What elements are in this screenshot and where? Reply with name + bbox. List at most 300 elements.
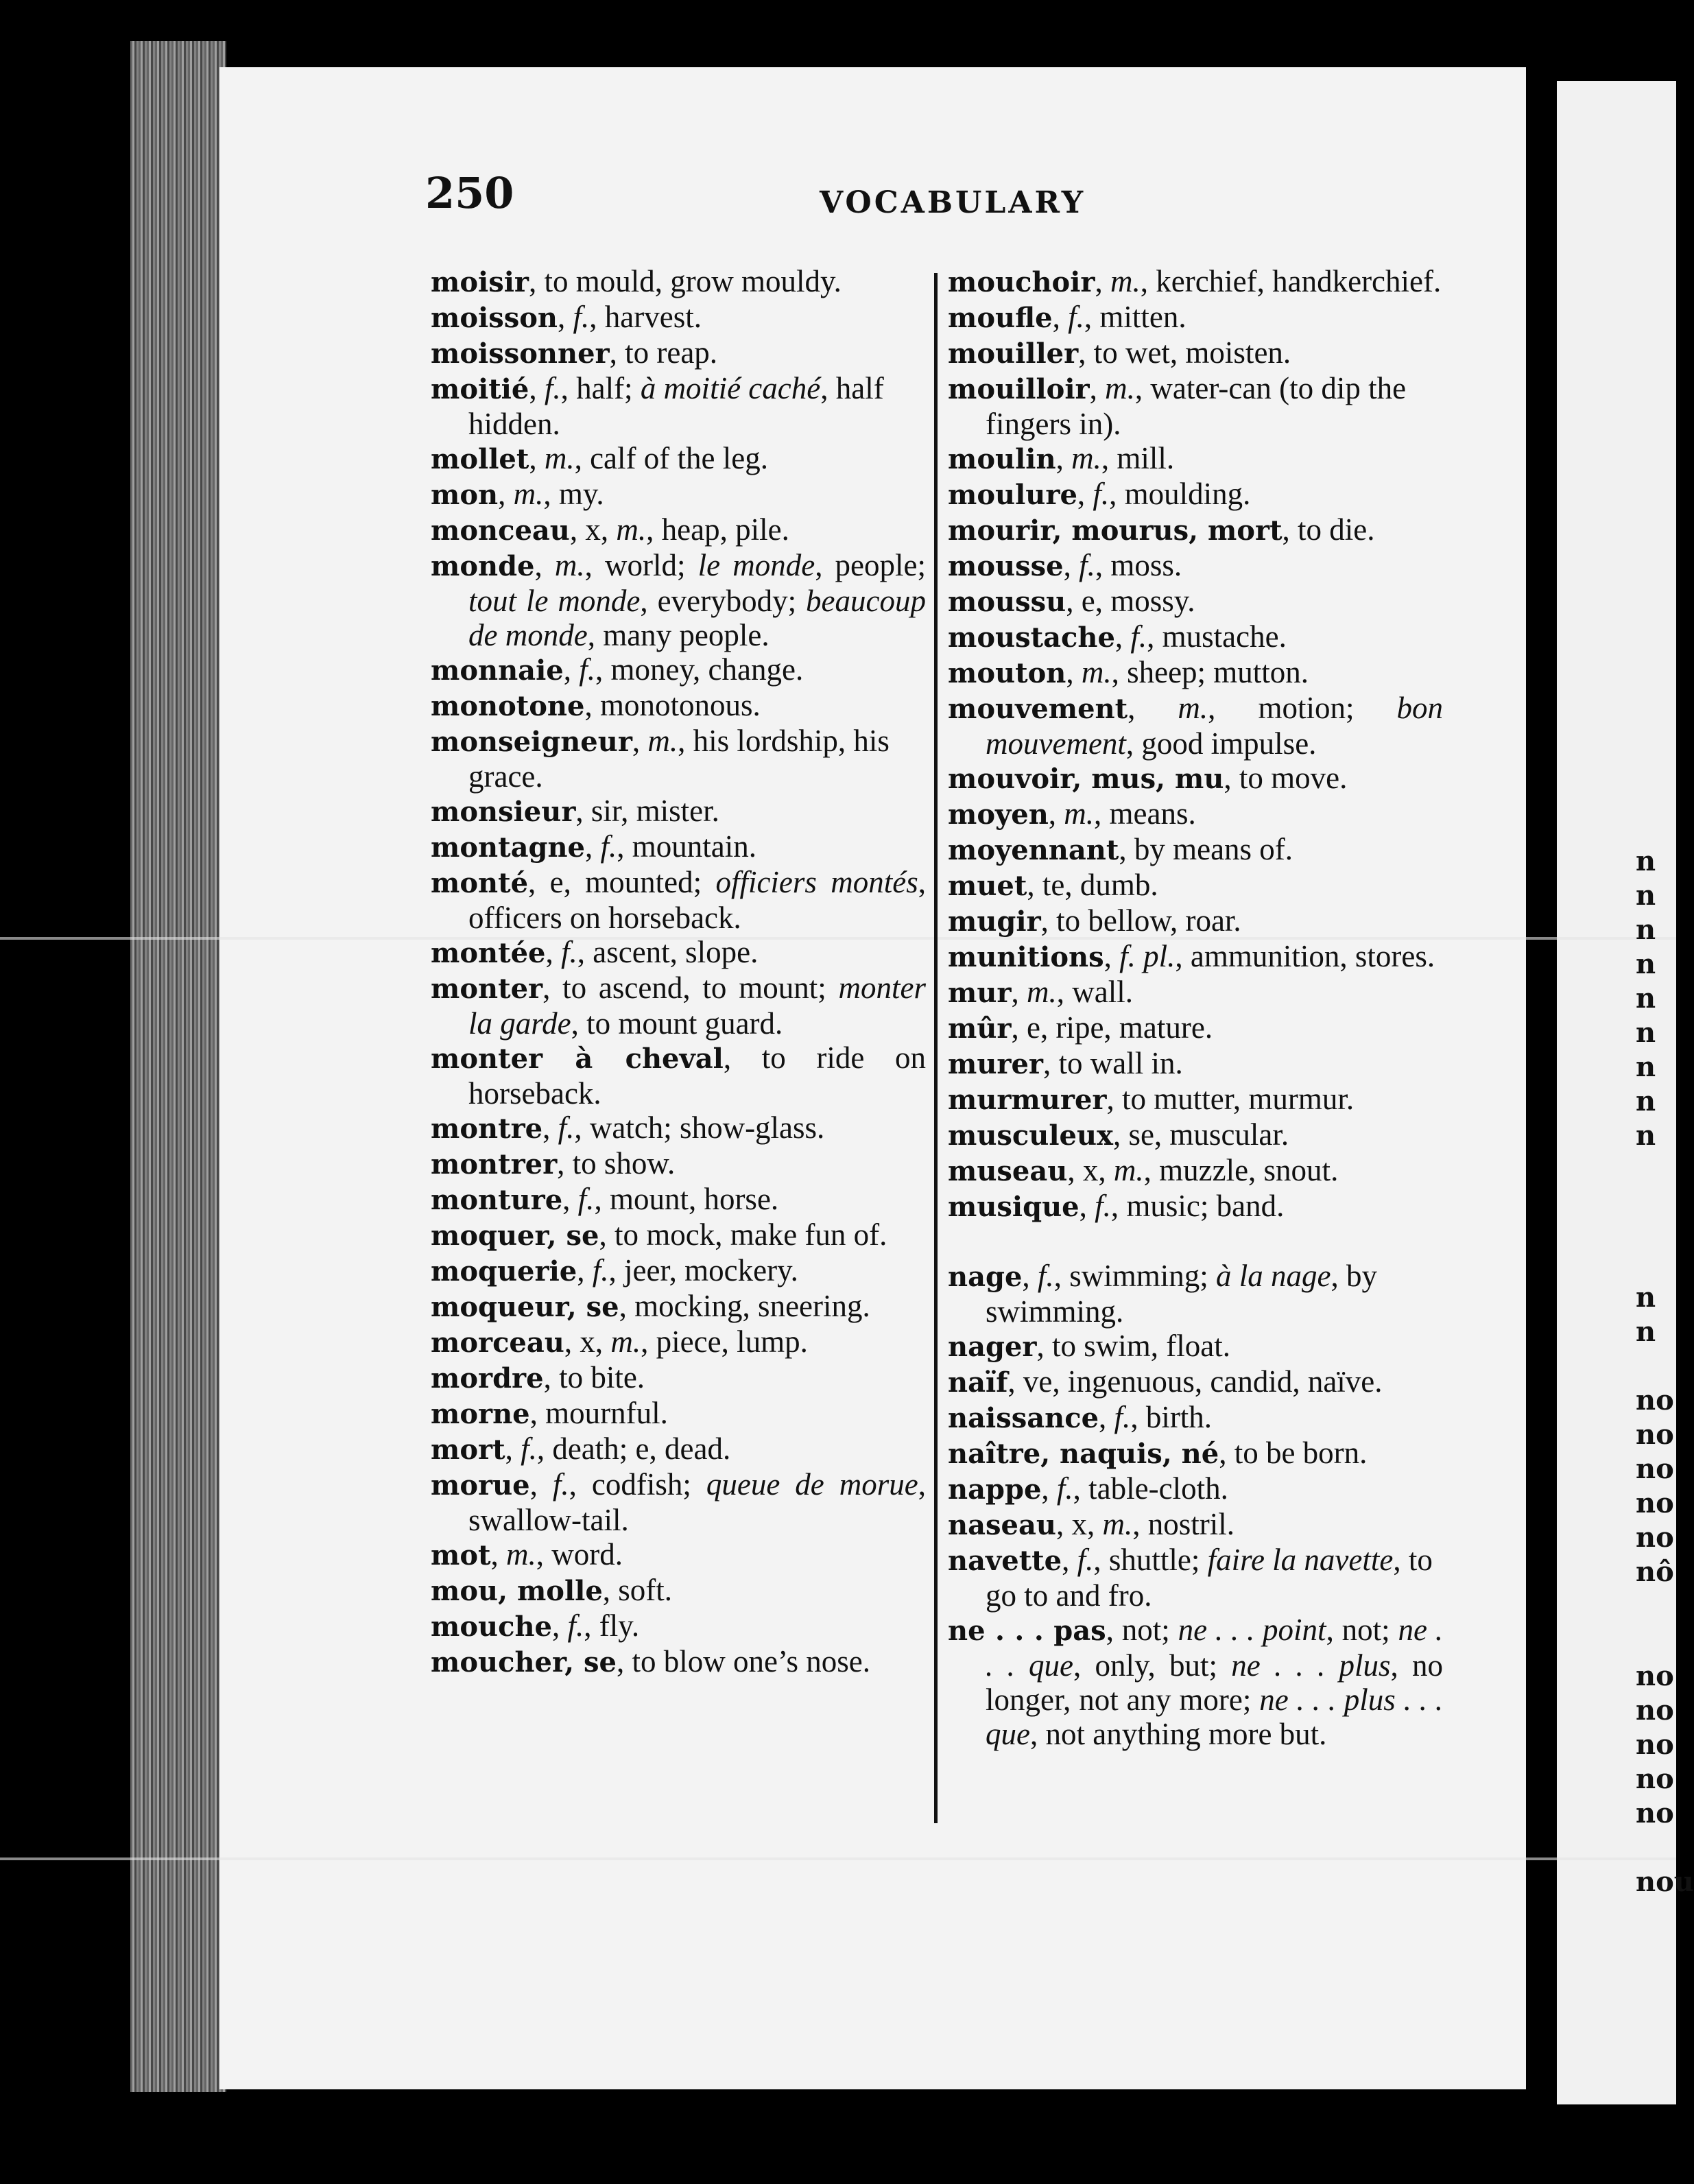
- headword: moisir: [431, 266, 529, 298]
- headword: navette: [948, 1545, 1062, 1577]
- definition-text: , means.: [1094, 796, 1196, 831]
- definition-text: , mitten.: [1084, 300, 1186, 334]
- vocabulary-entry: [948, 441, 1443, 477]
- definition-text: , moss.: [1095, 548, 1182, 582]
- definition-text: , half;: [560, 371, 641, 405]
- headword: monté: [431, 867, 529, 899]
- definition-text: ,: [1063, 548, 1079, 582]
- italic-phrase: beaucoup de monde: [468, 584, 926, 652]
- headword: mordre: [431, 1362, 544, 1394]
- definition-text: , x,: [564, 1325, 611, 1359]
- italic-phrase: f.: [558, 1111, 575, 1145]
- headword: moyen: [948, 798, 1049, 831]
- facing-page-fragment: no: [1636, 1660, 1674, 1692]
- definition-text: , mournful.: [529, 1396, 668, 1430]
- headword: moussu: [948, 586, 1066, 618]
- definition-text: , heap, pile.: [646, 512, 789, 547]
- vocabulary-entry: [431, 652, 926, 688]
- vocabulary-entry: [431, 1644, 926, 1680]
- headword: montrer: [431, 1148, 558, 1180]
- vocabulary-entry: [948, 796, 1443, 832]
- vocabulary-entry: [948, 975, 1443, 1010]
- italic-phrase: f.: [1130, 619, 1147, 654]
- headword: moyennant: [948, 834, 1119, 866]
- headword: nage: [948, 1261, 1023, 1293]
- vocabulary-entry: [431, 1325, 926, 1360]
- headword: moustache: [948, 621, 1115, 654]
- vocabulary-entry: [431, 1396, 926, 1432]
- italic-phrase: faire la navette: [1207, 1543, 1394, 1577]
- definition-text: ,: [1048, 796, 1064, 831]
- vocabulary-entry: [948, 832, 1443, 868]
- vocabulary-column-right: [948, 264, 1443, 1751]
- headword: museau: [948, 1155, 1068, 1187]
- definition-text: , ascent, slope.: [577, 935, 759, 969]
- headword: mouvoir, mus, mu: [948, 763, 1224, 795]
- headword: mort: [431, 1434, 505, 1466]
- vocabulary-entry: [431, 724, 926, 794]
- definition-text: ,: [529, 1467, 553, 1502]
- facing-page-fragment: n: [1636, 914, 1656, 946]
- headword: mouche: [431, 1611, 552, 1643]
- definition-text: , wall.: [1056, 975, 1133, 1009]
- italic-phrase: m.: [1026, 975, 1057, 1009]
- italic-phrase: f.: [567, 1609, 584, 1643]
- headword: nappe: [948, 1473, 1042, 1506]
- headword: mouchoir: [948, 266, 1095, 298]
- vocabulary-entry: [948, 1046, 1443, 1082]
- vocabulary-entry: [948, 371, 1443, 441]
- vocabulary-entry: [948, 512, 1443, 548]
- definition-text: , people;: [815, 548, 927, 582]
- definition-text: , swimming;: [1053, 1259, 1216, 1293]
- vocabulary-entry: [948, 300, 1443, 335]
- italic-phrase: bon mouvement: [986, 691, 1443, 761]
- definition-text: ,: [1041, 1471, 1057, 1506]
- vocabulary-entry: [431, 548, 926, 652]
- italic-phrase: m.: [647, 724, 678, 758]
- definition-text: , to move.: [1224, 761, 1348, 795]
- definition-text: , many people.: [587, 618, 770, 652]
- headword: muet: [948, 870, 1027, 902]
- definition-text: , not anything more but.: [1029, 1717, 1327, 1751]
- definition-text: , to reap.: [609, 335, 718, 370]
- vocabulary-entry: [431, 512, 926, 548]
- facing-page-fragment: nô: [1636, 1556, 1674, 1588]
- vocabulary-entry: [948, 584, 1443, 619]
- italic-phrase: m.: [610, 1325, 641, 1359]
- italic-phrase: f.: [1095, 1189, 1111, 1223]
- vocabulary-entry: [431, 1537, 926, 1573]
- facing-page-fragment: no: [1636, 1797, 1674, 1829]
- vocabulary-entry: [431, 935, 926, 971]
- italic-phrase: ne . . . plus . . . que: [986, 1683, 1443, 1751]
- definition-text: , sir, mister.: [575, 794, 719, 828]
- vocabulary-entry: [431, 1609, 926, 1644]
- definition-text: , officers on horseback.: [468, 865, 926, 935]
- italic-phrase: f.: [573, 300, 590, 334]
- definition-text: , to mutter, murmur.: [1106, 1082, 1355, 1116]
- italic-phrase: m.: [513, 477, 544, 511]
- definition-text: ,: [542, 1111, 558, 1145]
- definition-text: , world;: [584, 548, 698, 582]
- vocabulary-entry: [431, 264, 926, 300]
- letter-section-gap: [948, 1224, 1443, 1259]
- italic-phrase: f.: [1093, 477, 1110, 511]
- headword: mou, molle: [431, 1575, 603, 1607]
- facing-page-fragment: n: [1636, 1085, 1656, 1117]
- headword: monotone: [431, 690, 585, 722]
- italic-phrase: à moitié caché: [640, 371, 821, 405]
- vocabulary-entry: [431, 441, 926, 477]
- definition-text: , nostril.: [1132, 1507, 1234, 1541]
- vocabulary-entry: [948, 1400, 1443, 1436]
- vocabulary-entry: [948, 1364, 1443, 1400]
- headword: monnaie: [431, 654, 564, 687]
- definition-text: , to wet, moisten.: [1078, 335, 1291, 370]
- vocabulary-entry: [948, 548, 1443, 584]
- vocabulary-entry: [431, 477, 926, 512]
- definition-text: , piece, lump.: [641, 1325, 808, 1359]
- definition-text: , mount, horse.: [594, 1182, 779, 1216]
- definition-text: , te, dumb.: [1027, 868, 1158, 902]
- italic-phrase: monter la garde: [468, 971, 926, 1041]
- facing-page-fragment: no: [1636, 1487, 1674, 1519]
- italic-phrase: f.: [577, 1182, 595, 1216]
- definition-text: , se, muscular.: [1112, 1117, 1289, 1152]
- vocabulary-entry: [431, 865, 926, 935]
- vocabulary-entry: [948, 1507, 1443, 1543]
- column-divider: [934, 273, 938, 1823]
- headword: naissance: [948, 1402, 1099, 1434]
- definition-text: ,: [1095, 264, 1110, 298]
- headword: mourir, mourus, mort: [948, 514, 1283, 547]
- definition-text: , e, ripe, mature.: [1011, 1010, 1213, 1045]
- vocabulary-entry: [948, 1329, 1443, 1364]
- headword: monde: [431, 550, 535, 582]
- definition-text: , death; e, dead.: [536, 1432, 731, 1466]
- italic-phrase: f.: [600, 829, 617, 864]
- italic-phrase: m.: [1105, 371, 1135, 405]
- vocabulary-entry: [948, 761, 1443, 796]
- headword: moissonner: [431, 337, 610, 370]
- vocabulary-entry: [431, 335, 926, 371]
- definition-text: , jeer, mockery.: [608, 1253, 798, 1287]
- page-number: 250: [425, 168, 514, 218]
- headword: moquer, se: [431, 1220, 599, 1252]
- italic-phrase: m.: [616, 512, 647, 547]
- italic-phrase: m.: [554, 548, 585, 582]
- headword: mouton: [948, 657, 1066, 689]
- italic-phrase: queue de morue: [706, 1467, 918, 1502]
- definition-text: , his lordship, his grace.: [468, 724, 890, 794]
- italic-phrase: f.: [579, 652, 595, 687]
- italic-phrase: m.: [1071, 441, 1101, 475]
- definition-text: ,: [498, 477, 514, 511]
- definition-text: , ammunition, stores.: [1175, 939, 1435, 973]
- definition-text: ,: [1062, 1543, 1077, 1577]
- definition-text: , mountain.: [617, 829, 756, 864]
- definition-text: , kerchief, handkerchief.: [1140, 264, 1442, 298]
- headword: morceau: [431, 1327, 564, 1359]
- definition-text: , to blow one’s nose.: [616, 1644, 870, 1678]
- definition-text: , to be born.: [1219, 1436, 1368, 1470]
- definition-text: , mocking, sneering.: [619, 1289, 870, 1323]
- definition-text: , table-cloth.: [1073, 1471, 1228, 1506]
- definition-text: , to ascend, to mount;: [542, 971, 839, 1005]
- italic-phrase: f.: [1068, 300, 1084, 334]
- italic-phrase: f. pl.: [1119, 939, 1176, 973]
- vocabulary-entry: [948, 1613, 1443, 1751]
- definition-text: , my.: [543, 477, 604, 511]
- definition-text: ,: [1077, 477, 1093, 511]
- facing-page-fragment: n: [1636, 948, 1656, 980]
- definition-text: ,: [529, 441, 545, 475]
- vocabulary-entry: [431, 1111, 926, 1146]
- vocabulary-entry: [948, 655, 1443, 691]
- vocabulary-entry: [948, 1471, 1443, 1507]
- definition-text: ,: [1052, 300, 1069, 334]
- vocabulary-entry: [431, 1041, 926, 1111]
- facing-page-fragment: no: [1636, 1694, 1674, 1726]
- headword: naïf: [948, 1366, 1008, 1399]
- headword: nager: [948, 1331, 1037, 1363]
- definition-text: , calf of the leg.: [574, 441, 768, 475]
- headword: mouvement: [948, 693, 1128, 725]
- headword: morne: [431, 1398, 530, 1430]
- vocabulary-entry: [948, 1189, 1443, 1224]
- italic-phrase: f.: [560, 935, 577, 969]
- facing-page-fragment: nou: [1636, 1866, 1694, 1898]
- definition-text: , to die.: [1282, 512, 1375, 547]
- headword: naître, naquis, né: [948, 1438, 1219, 1470]
- vocabulary-entry: [948, 1153, 1443, 1189]
- facing-page-fragment: n: [1636, 1017, 1656, 1049]
- definition-text: , swallow-tail.: [468, 1467, 927, 1537]
- definition-text: , to bite.: [543, 1360, 645, 1394]
- definition-text: , music; band.: [1110, 1189, 1285, 1223]
- vocabulary-entry: [948, 619, 1443, 655]
- italic-phrase: f.: [592, 1253, 609, 1287]
- definition-text: ,: [563, 652, 580, 687]
- definition-text: ,: [562, 1182, 578, 1216]
- definition-text: , soft.: [602, 1573, 673, 1607]
- headword: monture: [431, 1184, 563, 1216]
- headword: montre: [431, 1113, 543, 1145]
- italic-phrase: officiers montés: [715, 865, 918, 899]
- headword: montée: [431, 937, 546, 969]
- vocabulary-entry: [948, 1259, 1443, 1329]
- vocabulary-entry: [948, 335, 1443, 371]
- headword: mollet: [431, 443, 529, 475]
- headword: morue: [431, 1469, 530, 1502]
- definition-text: , good impulse.: [1125, 726, 1317, 761]
- headword: munitions: [948, 941, 1104, 973]
- italic-phrase: m.: [1102, 1507, 1133, 1541]
- headword: moulure: [948, 479, 1077, 511]
- italic-phrase: f.: [521, 1432, 537, 1466]
- facing-page-fragment: no: [1636, 1521, 1674, 1554]
- headword: moulin: [948, 443, 1056, 475]
- italic-phrase: m.: [1081, 655, 1112, 689]
- definition-text: , to mount guard.: [571, 1006, 783, 1041]
- definition-text: , e, mounted;: [528, 865, 716, 899]
- facing-page-fragment: n: [1636, 1051, 1656, 1083]
- headword: musique: [948, 1191, 1079, 1223]
- facing-page-fragment: n: [1636, 1281, 1656, 1314]
- vocabulary-entry: [431, 1289, 926, 1325]
- definition-text: , moulding.: [1109, 477, 1251, 511]
- facing-page-fragment: n: [1636, 1316, 1656, 1348]
- definition-text: ,: [545, 935, 561, 969]
- headword: musculeux: [948, 1119, 1113, 1152]
- definition-text: , by means of.: [1119, 832, 1293, 866]
- headword: murer: [948, 1048, 1044, 1080]
- definition-text: ,: [551, 1609, 568, 1643]
- vocabulary-entry: [431, 1432, 926, 1467]
- definition-text: , mill.: [1101, 441, 1175, 475]
- definition-text: , x,: [1055, 1507, 1103, 1541]
- definition-text: , half hidden.: [468, 371, 884, 441]
- facing-page-fragment: no: [1636, 1729, 1674, 1761]
- vocabulary-entry: [948, 1543, 1443, 1613]
- vocabulary-entry: [948, 264, 1443, 300]
- vocabulary-entry: [948, 691, 1443, 761]
- definition-text: ,: [1022, 1259, 1038, 1293]
- italic-phrase: ne . . . point: [1178, 1613, 1326, 1647]
- vocabulary-entry: [431, 794, 926, 829]
- italic-phrase: m.: [1113, 1153, 1144, 1187]
- headword: monseigneur: [431, 726, 632, 758]
- vocabulary-entry: [431, 1253, 926, 1289]
- headword: moqueur, se: [431, 1291, 619, 1323]
- definition-text: ,: [505, 1432, 521, 1466]
- facing-page-fragment: no: [1636, 1384, 1674, 1416]
- definition-text: ,: [1079, 1189, 1095, 1223]
- vocabulary-entry: [431, 1360, 926, 1396]
- definition-text: , word.: [536, 1537, 623, 1571]
- definition-text: , birth.: [1130, 1400, 1213, 1434]
- vocabulary-column-left: [431, 264, 926, 1680]
- italic-phrase: m.: [1178, 691, 1208, 725]
- headword: ne . . . pas: [948, 1615, 1106, 1647]
- headword: mugir: [948, 905, 1041, 938]
- italic-phrase: m.: [544, 441, 575, 475]
- definition-text: , money, change.: [595, 652, 804, 687]
- vocabulary-entry: [431, 688, 926, 724]
- italic-phrase: ne . . . plus: [1231, 1648, 1391, 1683]
- italic-phrase: f.: [544, 371, 561, 405]
- definition-text: ,: [632, 724, 648, 758]
- italic-phrase: f.: [1079, 548, 1095, 582]
- definition-text: , to bellow, roar.: [1040, 903, 1241, 938]
- definition-text: , watch; show-glass.: [574, 1111, 825, 1145]
- vocabulary-entry: [948, 903, 1443, 939]
- vocabulary-entry: [431, 971, 926, 1041]
- definition-text: ,: [558, 300, 573, 334]
- book-fore-edge: [130, 41, 226, 2092]
- vocabulary-entry: [431, 300, 926, 335]
- vocabulary-entry: [431, 1573, 926, 1609]
- definition-text: ,: [1128, 691, 1178, 725]
- headword: mouilloir: [948, 373, 1090, 405]
- definition-text: , to show.: [557, 1146, 676, 1180]
- page-title: VOCABULARY: [820, 185, 1086, 220]
- definition-text: , to mock, make fun of.: [599, 1218, 887, 1252]
- definition-text: , monotonous.: [584, 688, 761, 722]
- headword: monceau: [431, 514, 570, 547]
- vocabulary-entry: [948, 1082, 1443, 1117]
- definition-text: ,: [584, 829, 601, 864]
- vocabulary-entry: [431, 1218, 926, 1253]
- definition-text: ,: [1066, 655, 1082, 689]
- facing-page-fragment: n: [1636, 1119, 1656, 1152]
- scan-artifact-line: [0, 1857, 1676, 1860]
- headword: monsieur: [431, 796, 576, 828]
- facing-page-fragment: no: [1636, 1419, 1674, 1451]
- headword: naseau: [948, 1509, 1056, 1541]
- italic-phrase: f.: [1037, 1259, 1054, 1293]
- headword: montagne: [431, 831, 585, 864]
- definition-text: , ve, ingenuous, candid, naïve.: [1007, 1364, 1383, 1399]
- definition-text: , everybody;: [640, 584, 807, 618]
- headword: mûr: [948, 1012, 1012, 1045]
- italic-phrase: le monde: [697, 548, 815, 582]
- vocabulary-entry: [948, 939, 1443, 975]
- headword: moufle: [948, 302, 1053, 334]
- definition-text: , not;: [1326, 1613, 1398, 1647]
- headword: moitié: [431, 373, 529, 405]
- italic-phrase: f.: [1056, 1471, 1073, 1506]
- definition-text: ,: [577, 1253, 593, 1287]
- headword: mousse: [948, 550, 1064, 582]
- vocabulary-entry: [948, 1117, 1443, 1153]
- definition-text: , mustache.: [1147, 619, 1287, 654]
- italic-phrase: f.: [552, 1467, 569, 1502]
- headword: mur: [948, 977, 1012, 1009]
- italic-phrase: f.: [1077, 1543, 1094, 1577]
- vocabulary-entry: [948, 868, 1443, 903]
- facing-page-fragment: n: [1636, 845, 1656, 877]
- italic-phrase: ne . . . que: [986, 1613, 1443, 1683]
- definition-text: , muzzle, snout.: [1143, 1153, 1339, 1187]
- facing-page-fragment: n: [1636, 879, 1656, 912]
- definition-text: ,: [1099, 1400, 1114, 1434]
- definition-text: , motion;: [1208, 691, 1397, 725]
- definition-text: , water-can (to dip the fingers in).: [986, 371, 1407, 441]
- definition-text: ,: [1011, 975, 1027, 1009]
- italic-phrase: f.: [1114, 1400, 1131, 1434]
- definition-text: , by swimming.: [986, 1259, 1377, 1329]
- definition-text: ,: [490, 1537, 506, 1571]
- definition-text: , to ride on horseback.: [468, 1041, 926, 1111]
- definition-text: ,: [1055, 441, 1072, 475]
- facing-page-fragment: no: [1636, 1763, 1674, 1795]
- italic-phrase: tout le monde: [468, 584, 641, 618]
- headword: murmurer: [948, 1084, 1107, 1116]
- definition-text: , fly.: [584, 1609, 640, 1643]
- definition-text: , to go to and fro.: [986, 1543, 1433, 1613]
- headword: moquerie: [431, 1255, 577, 1287]
- vocabulary-entry: [431, 1467, 926, 1537]
- italic-phrase: à la nage: [1215, 1259, 1331, 1293]
- headword: monter à cheval: [431, 1043, 724, 1075]
- vocabulary-entry: [431, 829, 926, 865]
- definition-text: , no longer, not any more;: [986, 1648, 1443, 1717]
- definition-text: , to wall in.: [1043, 1046, 1183, 1080]
- definition-text: , only, but;: [1073, 1648, 1232, 1683]
- definition-text: ,: [534, 548, 555, 582]
